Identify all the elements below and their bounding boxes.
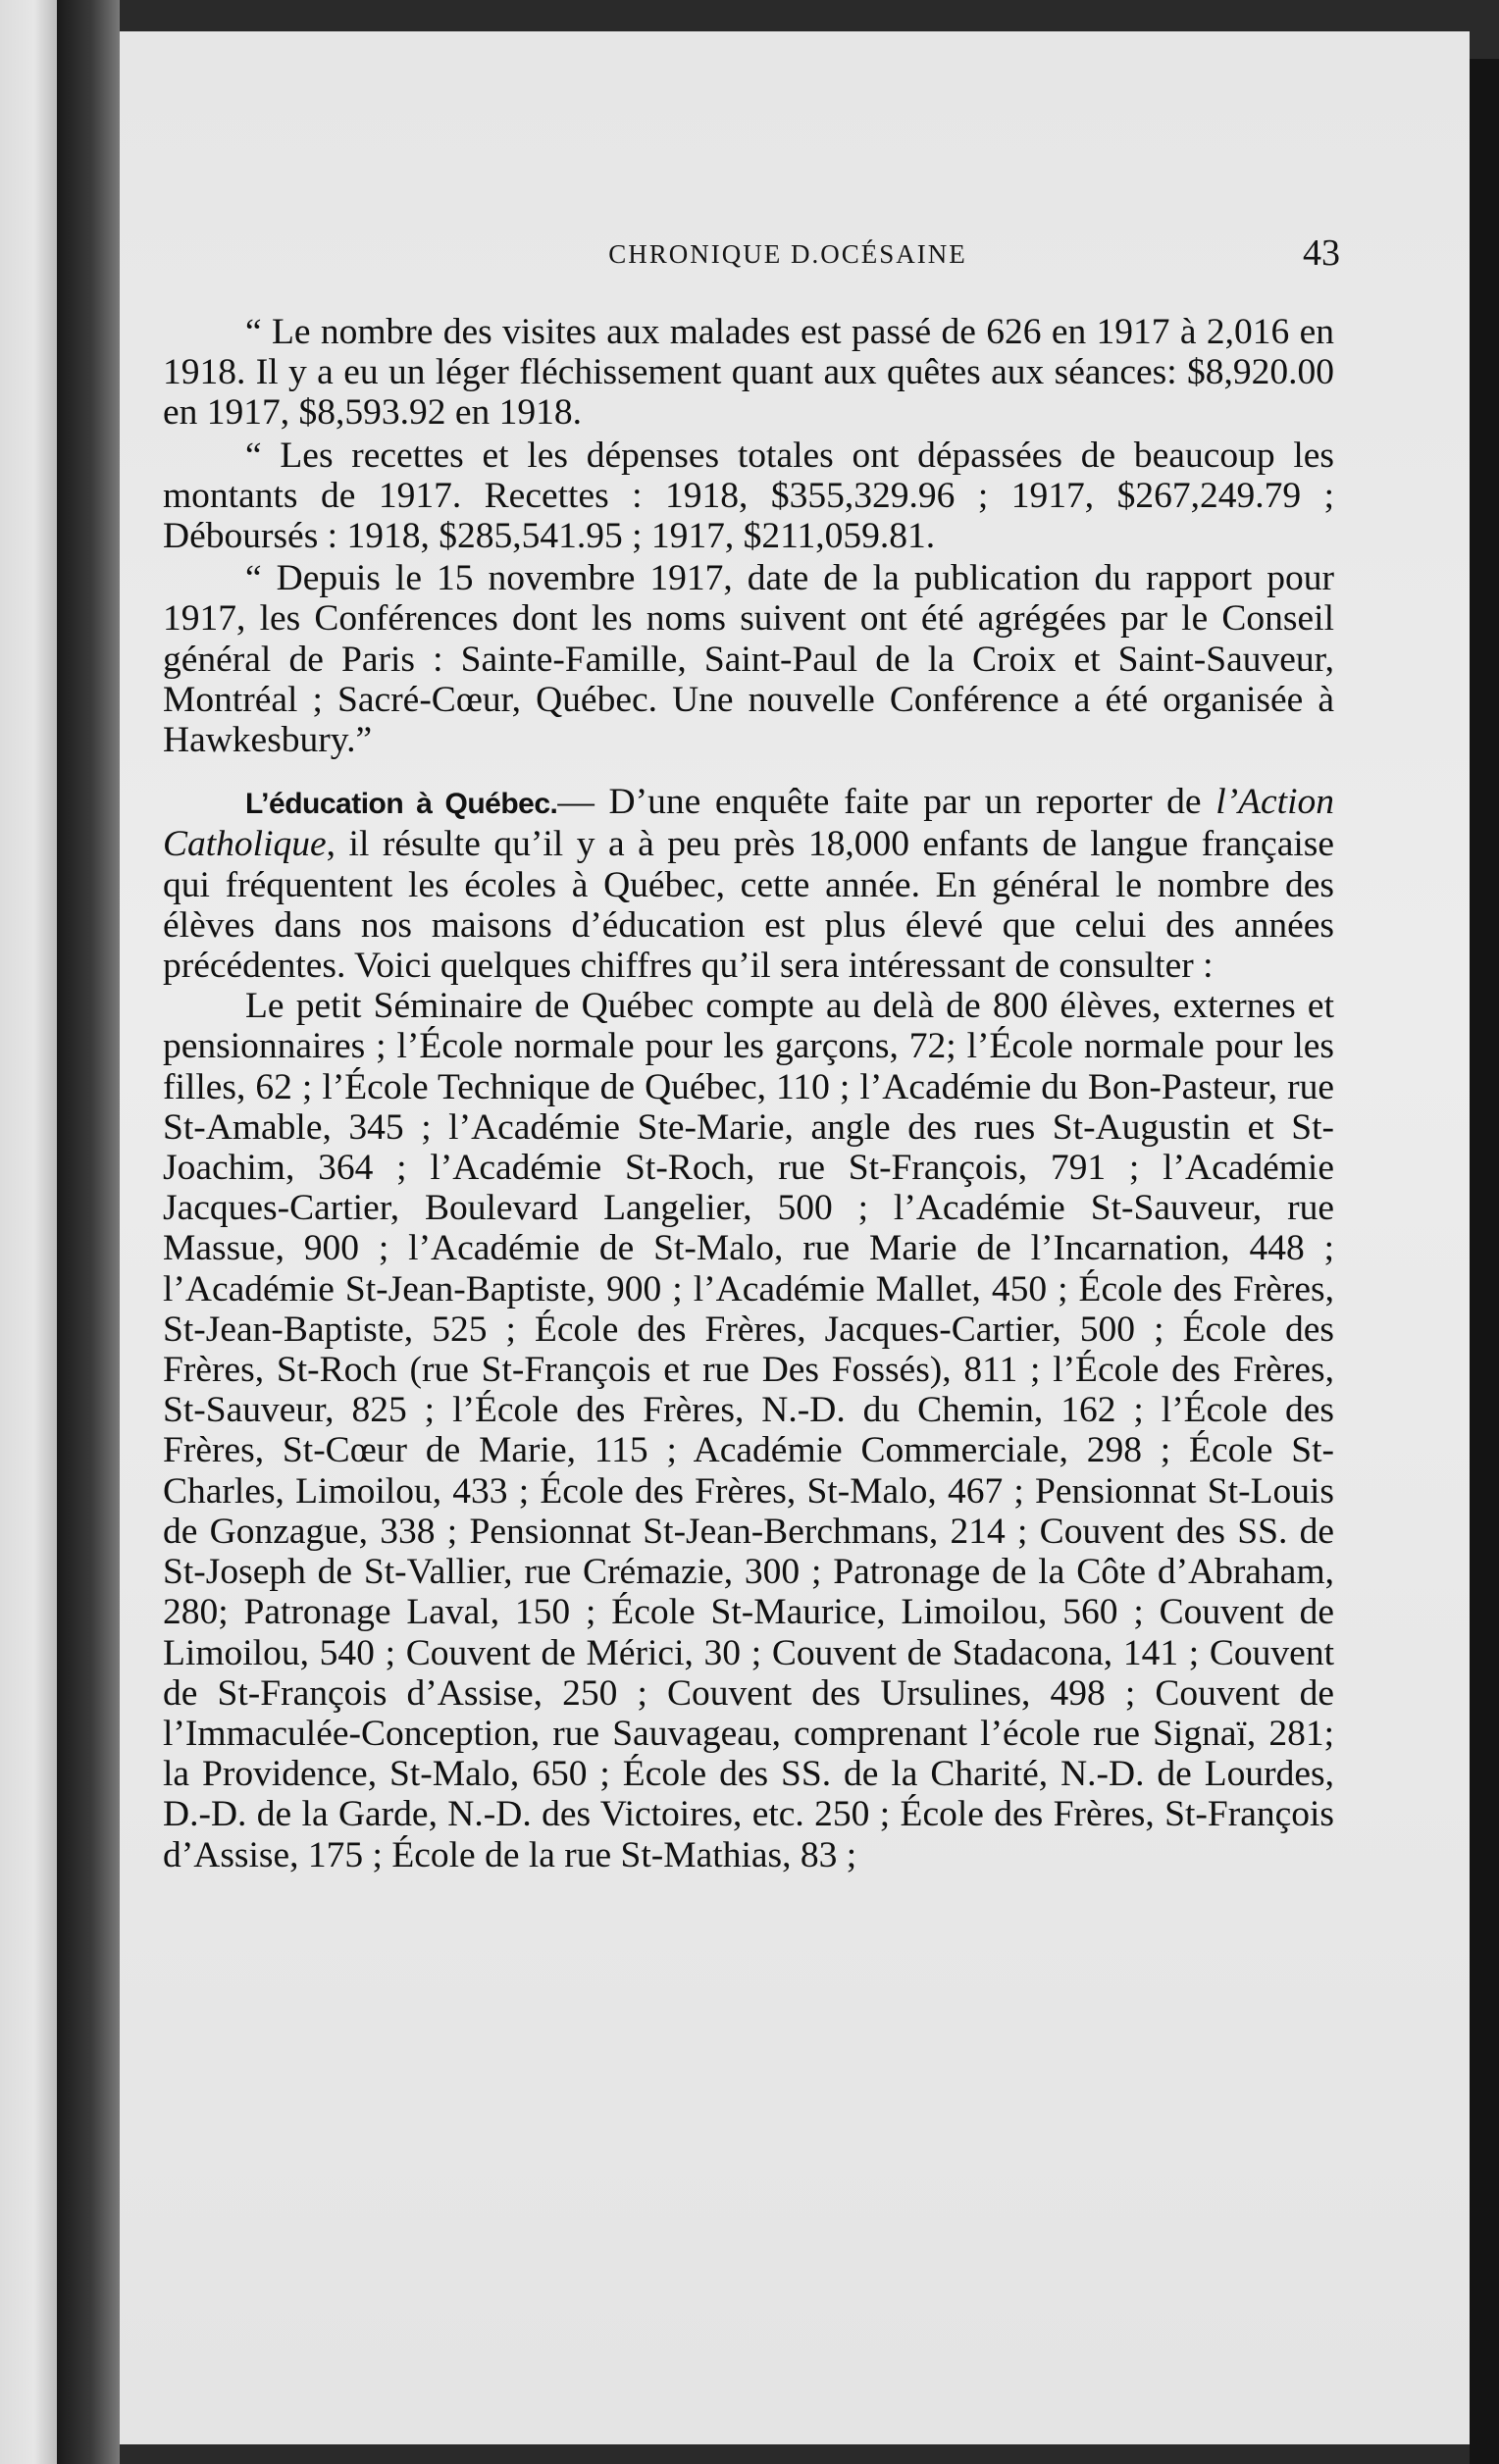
paragraph-conferences: “ Depuis le 15 novembre 1917, date de la publication du rapport pour 1917, les Conférences dont les noms suivent ont été agrégées par le Conseil général de Paris : Sainte-Famille, Saint-Paul de la Croix et Saint-Sauveur, Montréal ; Sacré-Cœur, Québec. Une nouvelle Conférence a été organisée à Hawkesbury.” — [163, 558, 1334, 761]
background-edge — [1470, 59, 1499, 2464]
paragraph-visits: “ Le nombre des visites aux malades est passé de 626 en 1917 à 2,016 en 1918. Il y a eu un léger fléchissement quant aux quêtes aux séances: $8,920.00 en 1917, $8,593.92 en 1918. — [163, 312, 1334, 434]
adjacent-page-edge — [0, 0, 57, 2464]
newspaper-title: l’Action Catholique — [163, 782, 1334, 865]
page-header — [235, 222, 1340, 281]
paragraph-receipts: “ Les recettes et les dépenses totales ont dépassées de beaucoup les montants de 1917. Recettes : 1918, $355,329.96 ; 1917, $267,249.79 ; Déboursés : 1918, $285,541.95 ; 1917, $211,059.81. — [163, 435, 1334, 557]
body-text — [163, 312, 1334, 1875]
book-gutter — [57, 0, 120, 2464]
education-intro: — D’une enquête faite par un reporter de — [557, 782, 1216, 823]
education-intro-rest: , il résulte qu’il y a à peu près 18,000 enfants de langue française qui fréquentent les écoles à Québec, cette année. En général le nombre des élèves dans nos maisons d’éducation est plus élevé que celui des années précédentes. Voici quelques chiffres qu’il sera intéressant de consulter : — [163, 824, 1334, 987]
section-heading: L’éducation à Québec. — [245, 788, 558, 821]
paragraph-school-list: Le petit Séminaire de Québec compte au delà de 800 élèves, externes et pensionnaires ; l’École normale pour les garçons, 72; l’École normale pour les filles, 62 ; l’École Technique de Québec, 110 ; l’Académie du Bon-Pasteur, rue St-Amable, 345 ; l’Académie Ste-Marie, angle des rues St-Augustin et St-Joachim, 364 ; l’Académie St-Roch, rue St-François, 791 ; l’Académie Jacques-Cartier, Boulevard Langelier, 500 ; l’Académie St-Sauveur, rue Massue, 900 ; l’Académie de St-Malo, rue Marie de l’Incarnation, 448 ; l’Académie St-Jean-Baptiste, 900 ; l’Académie Mallet, 450 ; École des Frères, St-Jean-Baptiste, 525 ; École des Frères, Jacques-Cartier, 500 ; École des Frères, St-Roch (rue St-François et rue Des Fossés), 811 ; l’École des Frères, St-Sauveur, 825 ; l’École des Frères, N.-D. du Chemin, 162 ; l’École des Frères, St-Cœur de Marie, 115 ; Académie Commerciale, 298 ; École St-Charles, Limoilou, 433 ; École des Frères, St-Malo, 467 ; Pensionnat St-Louis de Gonzague, 338 ; Pensionnat St-Jean-Berchmans, 214 ; Couvent des SS. de St-Joseph de St-Vallier, rue Crémazie, 300 ; Patronage de la Côte d’Abraham, 280; Patronage Laval, 150 ; École St-Maurice, Limoilou, 560 ; Couvent de Limoilou, 540 ; Couvent de Mérici, 30 ; Couvent de Stadacona, 141 ; Couvent de St-François d’Assise, 250 ; Couvent des Ursulines, 498 ; Couvent de l’Immaculée-Conception, rue Sauvageau, comprenant l’école rue Signaï, 281; la Providence, St-Malo, 650 ; École des SS. de la Charité, N.-D. de Lourdes, D.-D. de la Garde, N.-D. des Victoires, etc. 250 ; École des Frères, St-François d’Assise, 175 ; École de la rue St-Mathias, 83 ; — [163, 986, 1334, 1875]
paragraph-education — [163, 782, 1334, 986]
running-title: CHRONIQUE D.OCÉSAINE — [608, 239, 967, 269]
page-number: 43 — [1303, 232, 1340, 274]
